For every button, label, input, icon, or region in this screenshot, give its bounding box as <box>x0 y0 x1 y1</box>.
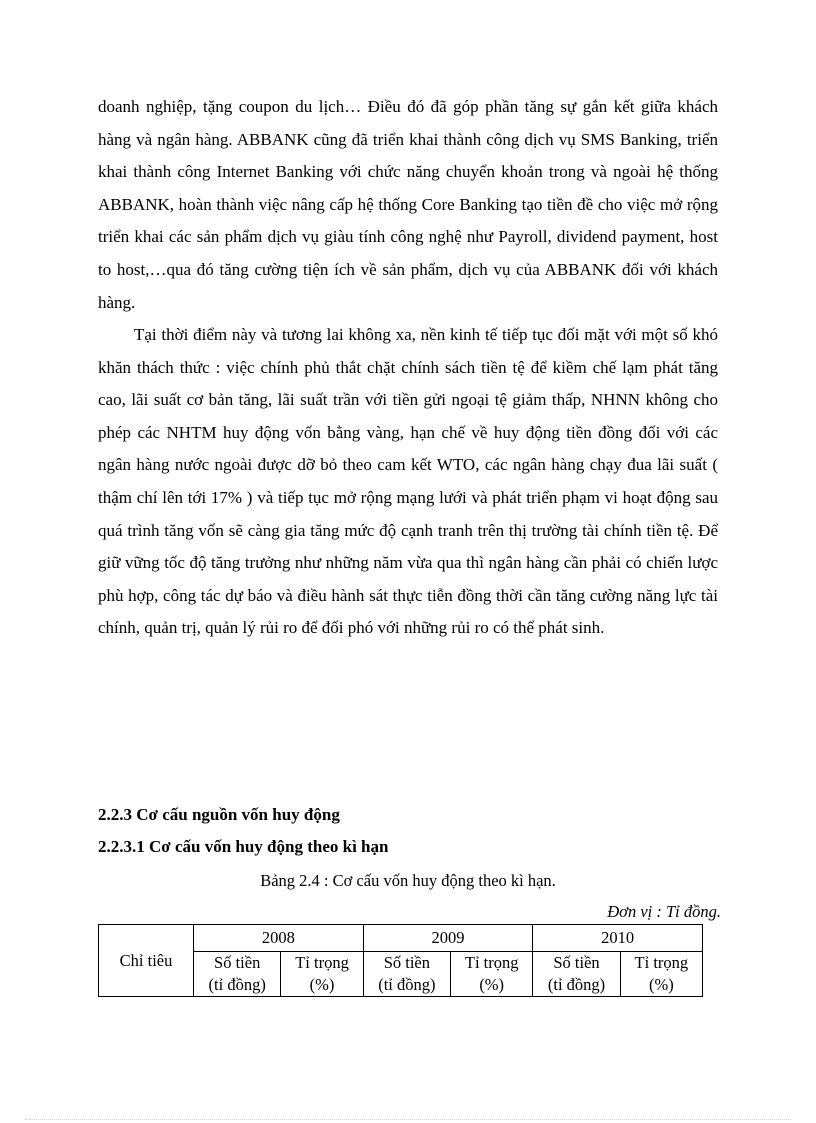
section-heading: 2.2.3 Cơ cấu nguồn vốn huy động <box>98 805 340 824</box>
amount-unit: (tỉ đồng) <box>547 975 606 994</box>
table-unit: Đơn vị : Tỉ đồng. <box>607 902 721 921</box>
share-unit: (%) <box>648 975 674 994</box>
header-year-2008: 2008 <box>194 925 364 952</box>
header-amount-2009 <box>363 952 450 997</box>
header-share-2008 <box>281 952 363 997</box>
header-amount-2010 <box>533 952 620 997</box>
amount-unit: (tỉ đồng) <box>208 975 266 994</box>
header-share-2009 <box>451 952 533 997</box>
header-amount-2008 <box>194 952 281 997</box>
share-label: Tỉ trọng <box>464 953 519 972</box>
share-label: Tỉ trọng <box>634 953 689 972</box>
header-year-2010: 2010 <box>533 925 703 952</box>
amount-label: Số tiền <box>214 953 261 972</box>
body-paragraph-2: Tại thời điểm này và tương lai không xa, nền kinh tế tiếp tục đối mặt với một số khó khăn thách thức : việc chính phủ thắt chặt chính sách tiền tệ để kiềm chế lạm phát tăng cao, lãi suất cơ bản tăng, lãi suất trần với tiền gửi ngoại tệ giảm thấp, NHNN không cho phép các NHTM huy động vốn bằng vàng, hạn chế về huy động tiền đồng đối với các ngân hàng nước ngoài được dỡ bỏ theo cam kết WTO, các ngân hàng chạy đua lãi suất ( thậm chí lên tới 17% ) và tiếp tục mở rộng mạng lưới và phát triển phạm vi hoạt động sau quá trình tăng vốn sẽ càng gia tăng mức độ cạnh tranh trên thị trường tài chính tiền tệ. Để giữ vững tốc độ tăng trưởng như những năm vừa qua thì ngân hàng cần phải có chiến lược phù hợp, công tác dự báo và điều hành sát thực tiễn đồng thời cần tăng cường năng lực tài chính, quản trị, quản lý rủi ro để đối phó với những rủi ro có thể phát sinh. <box>98 325 718 638</box>
header-share-2010 <box>620 952 702 997</box>
share-unit: (%) <box>479 975 505 994</box>
table-header-row-years <box>99 925 703 952</box>
share-unit: (%) <box>309 975 335 994</box>
header-year-2009: 2009 <box>363 925 533 952</box>
section-subheading: 2.2.3.1 Cơ cấu vốn huy động theo kì hạn <box>98 837 389 856</box>
amount-label: Số tiền <box>553 953 600 972</box>
amount-unit: (tỉ đồng) <box>378 975 436 994</box>
page-bottom-divider <box>25 1119 791 1120</box>
capital-structure-table <box>98 924 703 997</box>
amount-label: Số tiền <box>383 953 430 972</box>
body-paragraph-1: doanh nghiệp, tặng coupon du lịch… Điều đó đã góp phần tăng sự gắn kết giữa khách hàng và ngân hàng. ABBANK cũng đã triển khai thành công dịch vụ SMS Banking, triển khai thành công Internet Banking với chức năng chuyển khoản trong và ngoài hệ thống ABBANK, hoàn thành việc nâng cấp hệ thống Core Banking tạo tiền đề cho việc mở rộng triển khai các sản phẩm dịch vụ giàu tính công nghệ như Payroll, dividend payment, host to host,…qua đó tăng cường tiện ích về sản phẩm, dịch vụ của ABBANK đối với khách hàng. <box>98 97 718 312</box>
share-label: Tỉ trọng <box>295 953 349 972</box>
table-caption: Bảng 2.4 : Cơ cấu vốn huy động theo kì hạn. <box>260 871 556 890</box>
header-chi-tieu: Chỉ tiêu <box>99 925 194 997</box>
